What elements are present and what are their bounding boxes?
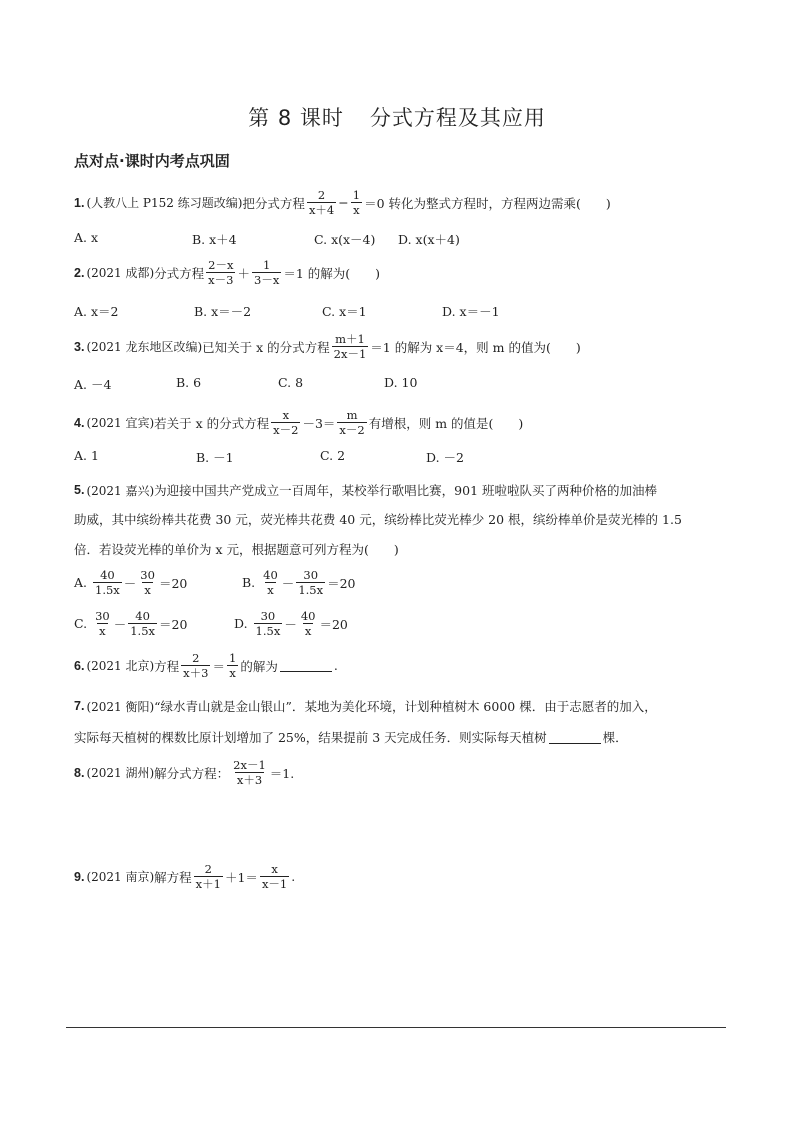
option-a[interactable]: A. 1 [74,448,99,463]
option-c[interactable]: C. x＝1 [322,304,367,319]
question-source: (2021 龙东地区改编) [86,340,203,354]
question-text: 已知关于 x 的分式方程 [202,339,330,355]
question-text: 有增根，则 m 的值是( ) [368,415,524,431]
option-d[interactable]: D. 10 [384,375,418,390]
options-5-row1 [74,568,356,597]
fraction: $\frac{2-x}{x-3}$ [208,258,234,287]
fraction: $\frac{x}{x-2}$ [273,408,299,437]
option-a[interactable]: A. $\frac{40}{1.5x}$ － $\frac{30}{x}$ ＝20 [74,568,188,597]
option-d[interactable]: D. $\frac{30}{1.5x}$ － $\frac{40}{x}$ ＝20 [234,609,348,638]
question-source: (2021 宜宾) [86,416,155,430]
option-b[interactable]: B. $\frac{40}{x}$ － $\frac{30}{1.5x}$ ＝20 [242,568,356,597]
fraction: $\frac{2}{x+3}$ [183,651,209,680]
question-text: ＝1 的解为 x＝4，则 m 的值为( ) [370,339,581,355]
option-a[interactable]: A. x＝2 [74,304,119,319]
operator: ＋1＝ [224,869,258,885]
options-3 [74,375,417,393]
option-d[interactable]: D. －2 [426,450,464,465]
question-source: (人教八上 P152 练习题改编) [86,196,243,210]
question-7 [74,697,657,715]
option-c[interactable]: C. x(x－4) [314,232,376,247]
question-number: 7. [74,699,85,713]
footer-rule [66,1027,726,1028]
question-text: 棵． [602,730,628,745]
option-a[interactable]: A. －4 [74,377,112,392]
question-source: (2021 成都) [86,266,155,280]
question-text: ＝1. [269,765,295,781]
question-text: 方程 [154,658,180,674]
question-5 [74,481,657,499]
option-c[interactable]: C. 2 [320,448,346,463]
question-source: (2021 嘉兴) [86,483,155,498]
fraction: $\frac{2}{x+1}$ [195,862,221,891]
question-2 [74,258,380,287]
answer-blank[interactable] [549,731,601,744]
options-5-row2 [74,609,348,638]
question-text: 解方程 [154,869,192,885]
fraction: $\frac{1}{x}$ [352,188,361,217]
question-1 [74,188,611,217]
question-text: “绿水青山就是金山银山”．某地为美化环境，计划种植树木 6000 棵．由于志愿者的加入， [154,699,657,714]
question-number: 9. [74,869,85,884]
question-9 [74,862,295,891]
question-text: 分式方程 [154,265,205,281]
question-number: 4. [74,415,85,430]
option-c[interactable]: C. 8 [278,375,304,390]
question-4 [74,408,523,437]
section-heading: 点对点·课时内考点巩固 [74,152,230,170]
question-7-line2 [74,728,628,746]
fraction: $\frac{2x-1}{x+3}$ [233,758,266,787]
question-number: 6. [74,658,85,673]
question-text: 的解为 [240,658,278,674]
option-a[interactable]: A. x [74,230,99,245]
question-8 [74,758,294,787]
operator: －3＝ [302,415,336,431]
question-text: ＝0 转化为整式方程时，方程两边需乘( ) [364,195,611,211]
question-source: (2021 衡阳) [86,699,155,714]
question-text: ＝1 的解为( ) [283,265,380,281]
question-number: 5. [74,483,85,497]
option-c[interactable]: C. $\frac{30}{x}$ － $\frac{40}{1.5x}$ ＝20 [74,609,188,638]
option-b[interactable]: B. －1 [196,450,234,465]
fraction: $\frac{1}{3-x}$ [254,258,280,287]
question-number: 3. [74,339,85,354]
question-text: 为迎接中国共产党成立一百周年，某校举行歌唱比赛，901 班啦啦队买了两种价格的加油棒 [154,483,657,498]
question-text: 若关于 x 的分式方程 [154,415,270,431]
option-b[interactable]: B. x＝－2 [194,304,252,319]
option-d[interactable]: D. x(x＋4) [398,232,460,247]
page-title: 第 8 课时 分式方程及其应用 [248,106,546,130]
question-source: (2021 北京) [86,659,155,673]
question-text: 助威，其中缤纷棒共花费 30 元，荧光棒共花费 40 元，缤纷棒比荧光棒少 20 根，缤纷棒单价是荧光棒的 1.5 [74,512,682,527]
question-text: 解分式方程： [154,765,230,781]
question-3 [74,332,581,361]
options-4 [74,448,464,466]
question-text: 实际每天植树的棵数比原计划增加了 25%，结果提前 3 天完成任务．则实际每天植树 [74,730,547,745]
options-1 [74,230,460,248]
fraction: $\frac{1}{x}$ [229,651,237,680]
question-6 [74,651,338,680]
options-2 [74,302,500,320]
question-source: (2021 湖州) [86,766,155,780]
operator: ＝ [212,658,225,674]
fraction: $\frac{x}{x-1}$ [261,862,288,891]
operator: ＋ [237,265,250,281]
question-number: 2. [74,265,85,280]
answer-blank[interactable] [280,659,332,672]
question-number: 1. [74,195,85,210]
fraction: $\frac{m}{x-2}$ [339,408,365,437]
question-text: 把分式方程 [242,195,305,211]
fraction: $\frac{2}{x+4}$ [308,188,335,217]
question-source: (2021 南京) [86,870,155,884]
option-b[interactable]: B. x＋4 [192,232,237,247]
question-text: . [333,658,338,673]
question-text: . [291,869,296,884]
option-d[interactable]: D. x＝－1 [442,304,500,319]
question-text: 倍．若设荧光棒的单价为 x 元，根据题意可列方程为( ) [74,542,399,557]
question-number: 8. [74,765,85,780]
operator: − [338,195,349,210]
option-b[interactable]: B. 6 [176,375,202,390]
fraction: $\frac{m+1}{2x-1}$ [333,332,367,361]
